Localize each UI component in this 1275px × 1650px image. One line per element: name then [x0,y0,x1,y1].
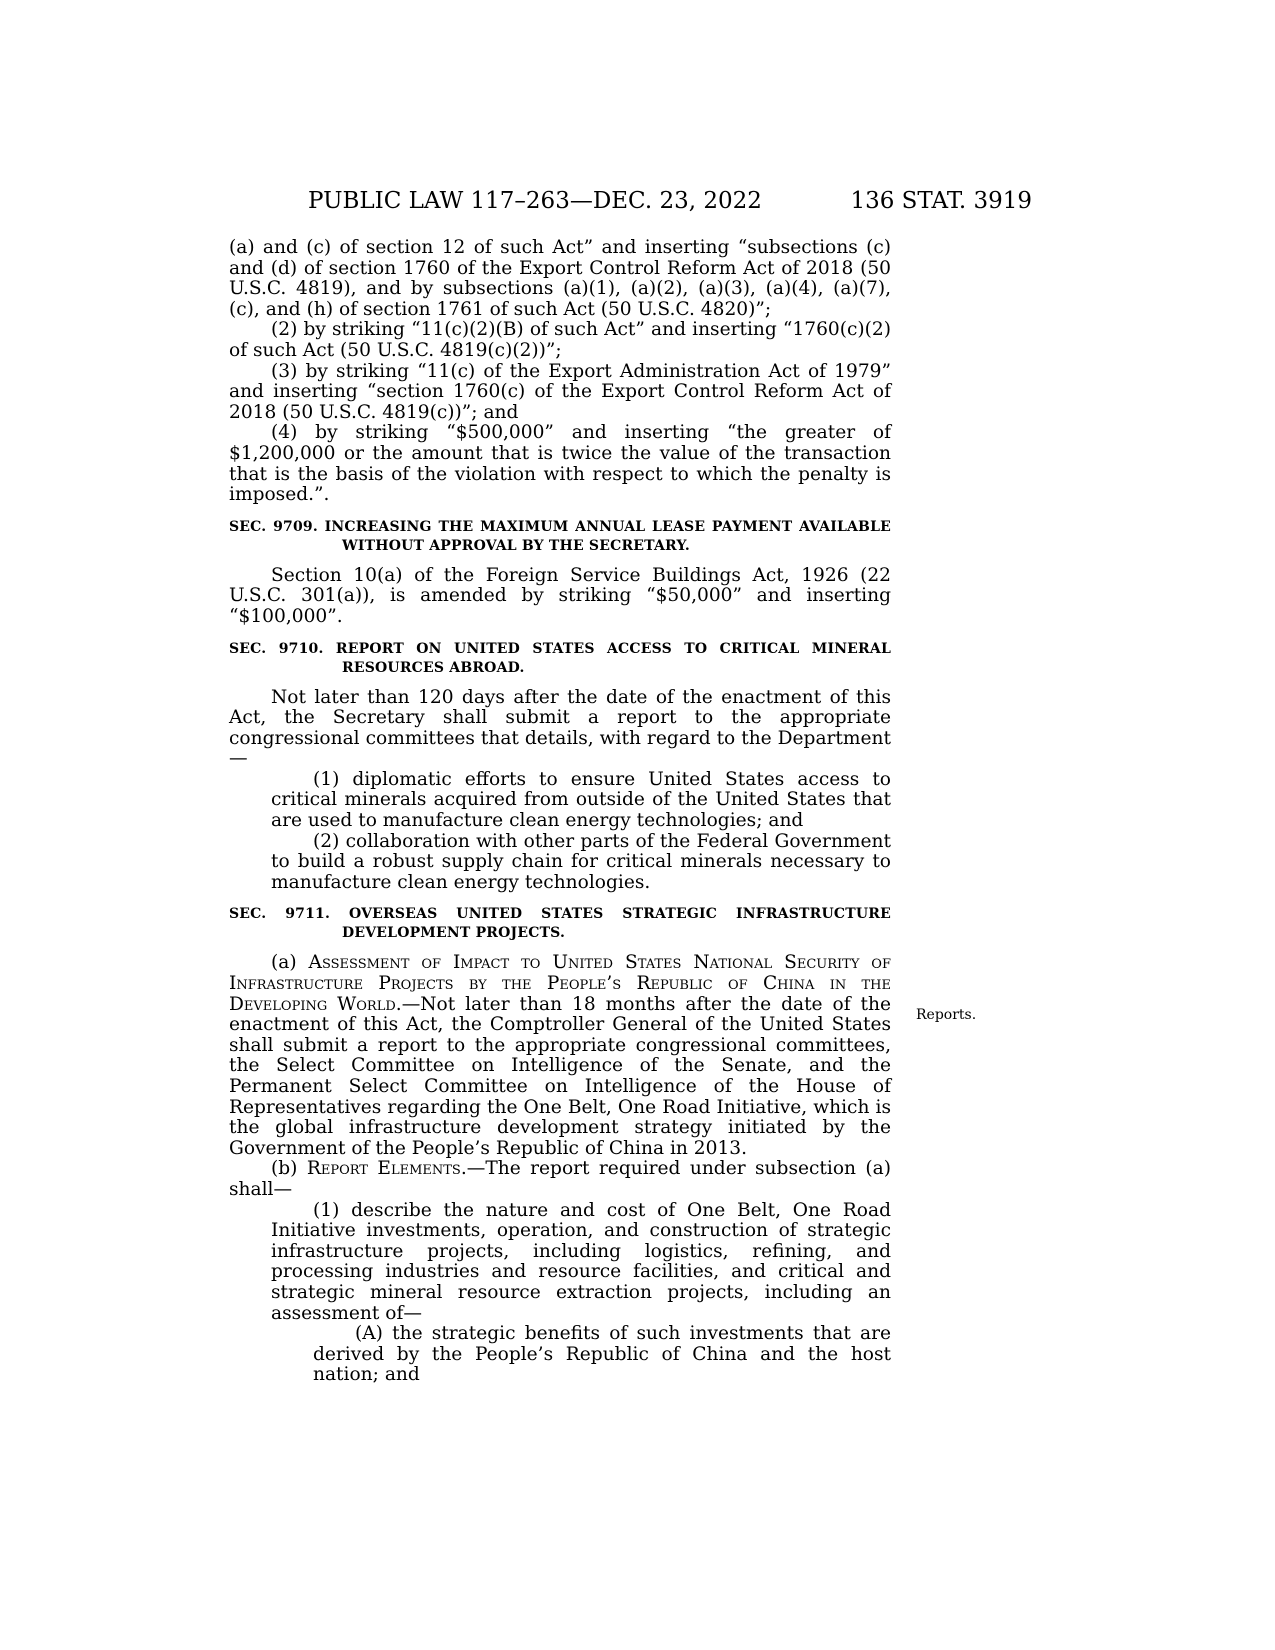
section-heading-9710: SEC. 9710. REPORT ON UNITED STATES ACCESS TO CRITICAL MINERAL RESOURCES ABROAD. [229,640,891,676]
subsection-b-item-1-A: (A) the strategic benefits of such investments that are derived by the People’s Republic of China and the host nation; and [313,1323,891,1386]
section-9709-text: Section 10(a) of the Foreign Service Buildings Act, 1926 (22 U.S.C. 301(a)), is amended by striking “$50,000” and inserting “$100,000”. [229,564,891,627]
subsection-a-text: .—Not later than 18 months after the date of the enactment of this Act, the Comptroller General of the United States shall submit a report to the appropriate congressional committees, the Select Committee on Intelligence of the Senate, and the Permanent Select Committee on Intelligence of the House of Representatives regarding the One Belt, One Road Initiative, which is the global infrastructure development strategy initiated by the Government of the People’s Republic of China in 2013. [229,993,891,1159]
document-body [229,238,891,1386]
subsection-b-heading: Report Elements [306,1158,461,1180]
section-9710-item-2: (2) collaboration with other parts of the Federal Government to build a robust supply chain for critical minerals necessary to manufacture clean energy technologies. [271,830,891,893]
section-heading-9709: SEC. 9709. INCREASING THE MAXIMUM ANNUAL LEASE PAYMENT AVAILABLE WITHOUT APPROVAL BY THE SECRETARY. [229,518,891,554]
page-number: 136 STAT. 3919 [850,188,1032,214]
subsection-b [229,1159,891,1200]
subsection-b-text: .—The report required under subsection (a) shall— [229,1158,892,1200]
section-9710-text: Not later than 120 days after the date of the enactment of this Act, the Secretary shall submit a report to the appropriate congressional committees that details, with regard to the Department— [229,686,891,770]
amendment-item-2: (2) by striking “11(c)(2)(B) of such Act” and inserting “1760(c)(2) of such Act (50 U.S.C. 4819(c)(2))”; [229,319,891,361]
subsection-a [229,953,891,1159]
amendment-item-3: (3) by striking “11(c) of the Export Administration Act of 1979” and inserting “section 1760(c) of the Export Control Reform Act of 2018 (50 U.S.C. 4819(c))”; and [229,360,891,423]
margin-note: Reports. [916,1007,977,1023]
subsection-b-item-1: (1) describe the nature and cost of One Belt, One Road Initiative investments, operation, and construction of strategic infrastructure projects, including logistics, refining, and processing industries and resource facilities, and critical and strategic mineral resource extraction projects, including an assessment of— [271,1199,891,1324]
subsection-a-heading: Assessment of Impact to United States National Security of Infrastructure Projects by the People’s Republic of China in the Developing World [229,952,891,1015]
subsection-a-label: (a) [271,952,309,974]
amendment-item-4: (4) by striking “$500,000” and inserting “the greater of $1,200,000 or the amount that is twice the value of the transaction that is the basis of the violation with respect to which the penalty is imposed.”. [229,422,891,506]
section-9710-item-1: (1) diplomatic efforts to ensure United States access to critical minerals acquired from outside of the United States that are used to manufacture clean energy technologies; and [271,768,891,832]
page-header [308,183,1032,219]
section-heading-9711: SEC. 9711. OVERSEAS UNITED STATES STRATEGIC INFRASTRUCTURE DEVELOPMENT PROJECTS. [229,906,891,942]
paragraph-continuation: (a) and (c) of section 12 of such Act” and inserting “subsections (c) and (d) of section 1760 of the Export Control Reform Act of 2018 (50 U.S.C. 4819), and by subsections (a)(1), (a)(2), (a)(3), (a)(4), (a)(7), (c), and (h) of section 1761 of such Act (50 U.S.C. 4820)”; [229,237,891,320]
running-title: PUBLIC LAW 117–263—DEC. 23, 2022 [308,188,762,214]
subsection-b-label: (b) [271,1158,307,1180]
